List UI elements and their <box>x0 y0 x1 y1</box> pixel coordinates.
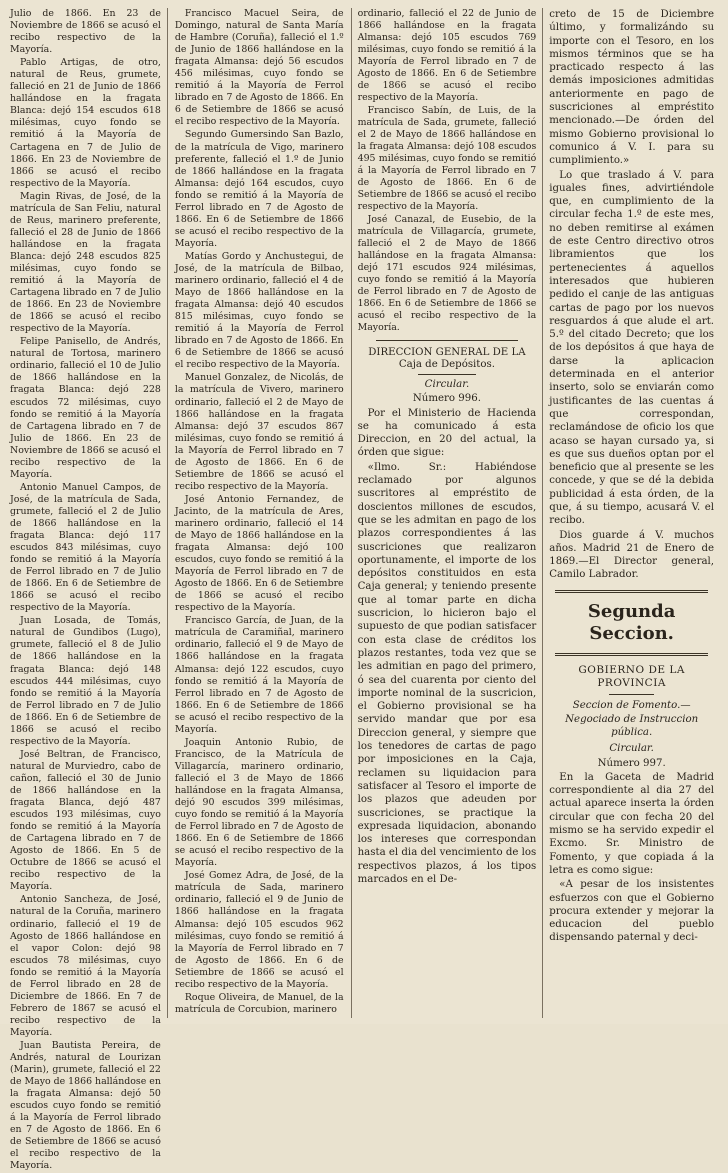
death-record-entry: José Beltran, de Francisco, natural de Murviedro, cabo de cañon, falleció el 30 de Junio de 1866 hallándose en la fragata Blanca, dejó 487 escudos 193 milésimas, cuyo fondo se remitió á la Mayoría de Cartagena librado en 7 de Agosto de 1866. En 5 de Octubre de 1866 se acusó el recibo respectivo de la Mayoría. <box>10 748 161 893</box>
column-4 <box>543 8 720 1016</box>
section-separator <box>555 653 708 656</box>
death-record-entry: Pablo Artigas, de otro, natural de Reus, grumete, falleció en 21 de Junio de 1866 hallándose en la fragata Blanca: dejó 154 escudos 618 milésimas, cuyo fondo se remitió á la Mayoría de Cartagena en 7 de Julio de 1866. En 23 de Noviembre de 1866 se acusó el recibo respectivo de la Mayoría. <box>10 57 161 189</box>
death-record-entry: José Gomez Adra, de José, de la matrícula de Sada, marinero ordinario, falleció el 9 de Junio de 1866 hallándose en la fragata Almansa: dejó 105 escudos 962 milésimas, cuyo fondo se remitió á la Mayoría de Ferrol librado en 7 de Agosto de 1866. En 6 de Setiembre de 1866 se acusó el recibo respectivo de la Mayoría. <box>174 870 344 990</box>
signature-paragraph: Dios guarde á V. muchos años. Madrid 21 de Enero de 1869.—El Director general, Camilo Labrador. <box>549 529 715 581</box>
body-paragraph: En la Gaceta de Madrid correspondiente al dia 27 del actual aparece inserta la órden circular que con fecha 20 del mismo se ha servido expedir el Excmo. Sr. Ministro de Fomento, y que copiada á la letra es como sigue: <box>549 771 715 876</box>
body-paragraph: creto de 15 de Diciembre último, y formalizándo su importe con el Tesoro, en los mismos términos que se ha practicado respecto á las demás imposiciones admitidas anteriormente en pago de suscriciones al empréstito mencionado.—De órden del mismo Gobierno provisional lo comunico á V. I. para su cumplimiento.» <box>549 9 715 167</box>
short-rule <box>418 374 477 375</box>
entry-continued: Julio de 1866. En 23 de Noviembre de 1866 se acusó el recibo respectivo de la Mayoría. <box>10 8 161 56</box>
death-record-entry: Felipe Panisello, de Andrés, natural de Tortosa, marinero ordinario, falleció el 10 de Julio de 1866 hallándose en la fragata Blanca: dejó 228 escudos 72 milésimas, cuyo fondo se remitió á la Mayoría de Cartagena librado en 7 de Julio de 1866. En 23 de Noviembre de 1866 se acusó el recibo respectivo de la Mayoría. <box>10 336 161 480</box>
death-record-entry: Magin Rivas, de José, de la matrícula de San Feliu, natural de Reus, marinero preferente, falleció el 28 de Junio de 1866 hallándose en la fragata Blanca: dejó 248 escudos 825 milésimas, cuyo fondo se remitió á la Mayoría de Cartagena librado en 7 de Julio de 1866. En 23 de Noviembre de 1866 se acusó el recibo respectivo de la Mayoría. <box>10 190 161 335</box>
circular-number: Número 996. <box>412 393 481 405</box>
subsection-heading: Seccion de Fomento.—Negociado de Instruccion pública. <box>565 700 699 738</box>
body-paragraph: «A pesar de los insistentes esfuerzos con que el Gobierno procura extender y mejorar la educacion del pueblo dispensando paternal y deci- <box>549 879 715 944</box>
section-separator <box>555 590 708 593</box>
section-heading: DIRECCION GENERAL DE LA Caja de Depósitos. <box>368 347 526 370</box>
short-rule <box>609 694 654 695</box>
death-record-entry: Antonio Sancheza, de José, natural de la Coruña, marinero ordinario, falleció el 19 de Agosto de 1866 hallándose en el vapor Colon: dejó 98 escudos 78 milésimas, cuyo fondo se remitió á la Mayoría de Ferrol librado en 28 de Diciembre de 1866. En 7 de Febrero de 1867 se acusó el recibo respectivo de la Mayoría. <box>10 894 161 1038</box>
circular-label: Circular. <box>424 379 470 390</box>
column-2 <box>168 8 351 1016</box>
body-paragraph: Por el Ministerio de Hacienda se ha comunicado á esta Direccion, en 20 del actual, la órden que sigue: <box>357 407 537 459</box>
death-record-entry: José Antonio Fernandez, de Jacinto, de la matrícula de Ares, marinero ordinario, falleció el 14 de Mayo de 1866 hallándose en la fragata Almansa: dejó 100 escudos, cuyo fondo se remitió á la Mayoría de Ferrol librado en 7 de Agosto de 1866. En 6 de Setiembre de 1866 se acusó el recibo respectivo de la Mayoría. <box>174 493 344 614</box>
section-separator <box>376 340 519 341</box>
column-1 <box>8 8 167 1172</box>
death-record-entry: Segundo Gumersindo San Bazlo, de la matrícula de Vigo, marinero preferente, falleció el 1.º de Junio de 1866 hallándose en la fragata Almansa: dejó 164 escudos, cuyo fondo se remitió á la Mayoría de Ferrol librado en 7 de Agosto de 1866. En 6 de Setiembre de 1866 se acusó el recibo respectivo de la Mayoría. <box>174 129 344 249</box>
death-record-entry: Francisco Macuel Seira, de Domingo, natural de Santa María de Hambre (Coruña), falleció el 1.º de Junio de 1866 hallándose en la fragata Almansa: dejó 56 escudos 456 milésimas, cuyo fondo se remitió á la Mayoría de Ferrol librado en 7 de Agosto de 1866. En 6 de Setiembre de 1866 se acusó el recibo respectivo de la Mayoría. <box>174 8 344 128</box>
entry-continued: ordinario, falleció el 22 de Junio de 1866 hallándose en la fragata Almansa: dejó 105 escudos 769 milésimas, cuyo fondo se remitió á la Mayoría de Ferrol librado en 7 de Agosto de 1866. En 6 de Setiembre de 1866 se acusó el recibo respectivo de la Mayoría. <box>357 8 537 103</box>
body-paragraph: «Ilmo. Sr.: Habiéndose reclamado por algunos suscritores al empréstito de doscientos millones de escudos, que se les admitan en pago de los plazos correspondientes á las suscriciones que realizaron oportunamente, el importe de los depósitos constituidos en esta Caja general; y teniendo presente que al tomar parte en dicha suscricion, lo hicieron bajo el supuesto de que podian satisfacer con esta clase de créditos los plazos restantes, toda vez que se les admitian en pago del primero, ó sea del cuarenta por ciento del importe nominal de la suscricion, el Gobierno provisional se ha servido mandar que por esa Direccion general, y siempre que los tenedores de cartas de pago por imposiciones en la Caja, reclamen su liquidacion para satisfacer al Tesoro el importe de los plazos que adeuden por suscriciones, se practique la expresada liquidacion, abonando los intereses que correspondan hasta el dia del vencimiento de los respectivos plazos, á los tipos marcados en el De- <box>357 461 537 885</box>
death-record-entry: Francisco García, de Juan, de la matrícula de Caramiñal, marinero ordinario, falleció el 9 de Mayo de 1866 hallándose en la fragata Almansa: dejó 122 escudos, cuyo fondo se remitió á la Mayoría de Ferrol librado en 7 de Agosto de 1866. En 6 de Setiembre de 1866 se acusó el recibo respectivo de la Mayoría. <box>174 615 344 735</box>
death-record-entry: Juan Losada, de Tomás, natural de Gundibos (Lugo), grumete, falleció el 8 de Julio de 1866 hallándose en la fragata Blanca: dejó 148 escudos 444 milésimas, cuyo fondo se remitió á la Mayoría de Ferrol librado en 7 de Julio de 1866. En 6 de Setiembre de 1866 se acusó el recibo respectivo de la Mayoría. <box>10 615 161 747</box>
death-record-entry: Matías Gordo y Anchustegui, de José, de la matrícula de Bilbao, marinero ordinario, falleció el 4 de Mayo de 1866 hallándose en la fragata Almansa: dejó 40 escudos 815 milésimas, cuyo fondo se remitió á la Mayoría de Ferrol librado en 7 de Agosto de 1866. En 6 de Setiembre de 1866 se acusó el recibo respectivo de la Mayoría. <box>174 250 344 371</box>
body-paragraph: Lo que traslado á V. para iguales fines, advirtiéndole que, en cumplimiento de la circular fecha 1.º de este mes, no deben remitirse al exámen de este Centro directivo otros libramientos que los pertenecientes á aquellos interesados que hubieren pedido el canje de las antiguas cartas de pago por los nuevos resguardos á que alude el art. 5.º del citado Decreto; que los de los depósitos á que haya de darse la aplicacion determinada en el anterior inserto, solo se enviarán como justificantes de las cuentas á que correspondan, reclamándose de oficio los que acaso se hayan cursado ya, si es que sus dueños optan por el beneficio que al presente se les concede, y que se dé la debida publicidad á esta órden, de la que, á su tiempo, acusará V. el recibo. <box>549 169 715 527</box>
section-title: Segunda Seccion. <box>587 600 676 644</box>
circular-number: Número 997. <box>597 757 666 769</box>
death-record-entry: Francisco Sabín, de Luis, de la matrícula de Sada, grumete, falleció el 2 de Mayo de 1866 hallándose en la fragata Almansa: dejó 108 escudos 495 milésimas, cuyo fondo se remitió á la Mayoría de Ferrol librado en 7 de Agosto de 1866. En 6 de Setiembre de 1866 se acusó el recibo respectivo de la Mayoría. <box>357 105 537 212</box>
circular-label: Circular. <box>609 743 654 755</box>
column-3 <box>352 8 543 1016</box>
death-record-entry: Joaquin Antonio Rubio, de Francisco, de la Matrícula de Villagarcía, marinero ordinario, falleció el 3 de Mayo de 1866 hallándose en la fragata Almansa, dejó 90 escudos 399 milésimas, cuyo fondo se remitió á la Mayoría de Ferrol librado en 7 de Agosto de 1866. En 6 de Setiembre de 1866 se acusó el recibo respectivo de la Mayoría. <box>174 736 344 869</box>
death-record-entry: Antonio Manuel Campos, de José, de la matrícula de Sada, grumete, falleció el 2 de Julio de 1866 hallándose en la fragata Blanca: dejó 117 escudos 843 milésimas, cuyo fondo se remitió á la Mayoría de Ferrol librado en 7 de Julio de 1866. En 6 de Setiembre de 1866 se acusó el recibo respectivo de la Mayoría. <box>10 481 161 614</box>
government-heading: GOBIERNO DE LA PROVINCIA <box>578 663 685 690</box>
death-record-entry: José Canazal, de Eusebio, de la matrícula de Villagarcía, grumete, falleció el 2 de Mayo de 1866 hallándose en la fragata Almansa: dejó 171 escudos 924 milésimas, cuyo fondo se remitió á la Mayoría de Ferrol librado en 7 de Agosto de 1866. En 6 de Setiembre de 1866 se acusó el recibo respectivo de la Mayoría. <box>357 214 537 333</box>
death-record-entry: Roque Oliveira, de Manuel, de la matrícula de Corcubion, marinero <box>174 991 344 1015</box>
death-record-entry: Manuel Gonzalez, de Nicolás, de la matrícula de Vivero, marinero ordinario, falleció el 2 de Mayo de 1866 hallándose en la fragata Almansa: dejó 37 escudos 867 milésimas, cuyo fondo se remitió á la Mayoría de Ferrol librado en 7 de Agosto de 1866. En 6 de Setiembre de 1866 se acusó el recibo respectivo de la Mayoría. <box>174 372 344 492</box>
death-record-entry: Juan Bautista Pereira, de Andrés, natural de Lourizan (Marin), grumete, falleció el 22 de Mayo de 1866 hallándose en la fragata Almansa: dejó 50 escudos cuyo fondo se remitió á la Mayoría de Ferrol librado en 7 de Agosto de 1866. En 6 de Setiembre de 1866 se acusó el recibo respectivo de la Mayoría. <box>10 1039 161 1172</box>
